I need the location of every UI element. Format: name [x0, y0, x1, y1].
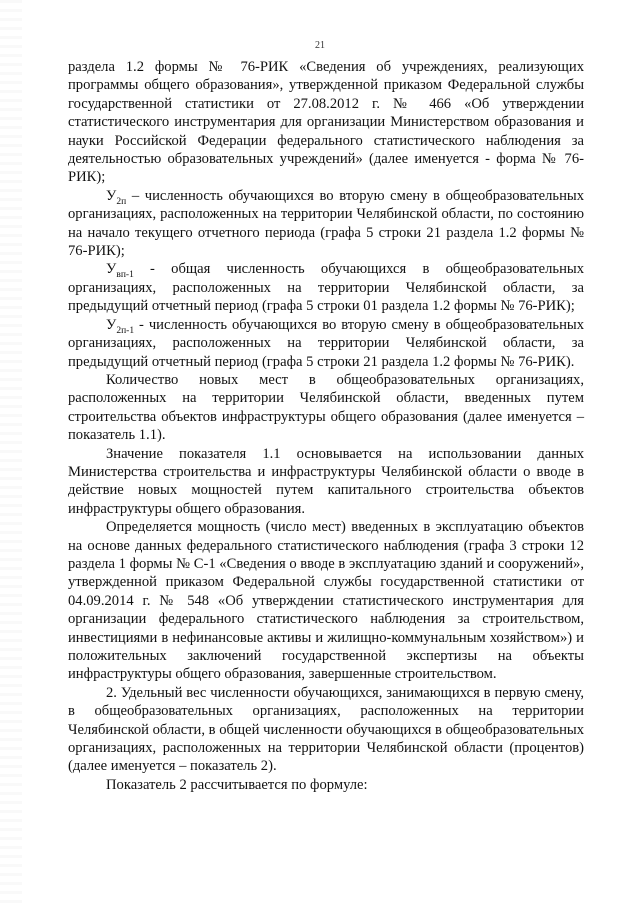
definition-text: – численность обучающихся во вторую смену в общеобразовательных организациях, расположенных на территории Челябинской области, по состоянию на начало текущего отчетного периода (графа 5 строки 21 раздела 1.2 формы № 76-РИК); — [68, 187, 584, 260]
page-number: 21 — [315, 40, 325, 51]
variable-symbol: У — [106, 187, 117, 204]
definition-text: - численность обучающихся во вторую смену в общеобразовательных организациях, расположенных на территории Челябинской области, за предыдущий отчетный период (графа 5 строки 21 раздела 1.2 формы № 76-РИК). — [68, 316, 584, 370]
variable-subscript: вп-1 — [116, 270, 134, 281]
definition-text: - общая численность обучающихся в общеобразовательных организациях, расположенных на территории Челябинской области, за предыдущий отчетный период (графа 5 строки 01 раздела 1.2 формы № 76-РИК); — [68, 261, 584, 315]
paragraph-y2p-definition — [68, 187, 584, 261]
paragraph-indicator-1-1-basis: Значение показателя 1.1 основывается на использовании данных Министерства строительства и инфраструктуры Челябинской области о вводе в действие новых мощностей путем капитального строительства объектов инфраструктуры общего образования. — [68, 445, 584, 517]
scan-edge-artifact — [0, 0, 22, 905]
paragraph-y2p1-definition — [68, 316, 584, 371]
variable-symbol: У — [106, 261, 117, 278]
paragraph-formula-intro: Показатель 2 рассчитывается по формуле: — [106, 776, 368, 793]
paragraph-capacity-determination: Определяется мощность (число мест) введенных в эксплуатацию объектов на основе данных федерального статистического наблюдения (графа 3 строки 12 раздела 1 формы № С-1 «Сведения о вводе в эксплуатацию зданий и сооружений», утвержденной приказом Федеральной службы государственной статистики от 04.09.2014 г. № 548 «Об утверждении статистического инструментария для организации федерального статистического наблюдения за строительством, инвестициями в нефинансовые активы и жилищно-коммунальным хозяйством») и положительных заключений государственной экспертизы на объекты инфраструктуры общего образования, завершенные строительством. — [68, 519, 584, 683]
paragraph-yvp1-definition — [68, 260, 584, 315]
variable-subscript: 2п — [116, 196, 127, 207]
document-body — [68, 58, 584, 794]
variable-symbol: У — [106, 316, 117, 333]
paragraph-indicator-1-1: Количество новых мест в общеобразовательных организациях, расположенных на территории Челябинской области, введенных путем строительства объектов инфраструктуры общего образования (далее именуется – показатель 1.1). — [68, 371, 584, 444]
paragraph-indicator-2: 2. Удельный вес численности обучающихся, занимающихся в первую смену, в общеобразовательных организациях, расположенных на территории Челябинской области, в общей численности обучающихся в общеобразовательных организациях, расположенных на территории Челябинской области (процентов) (далее именуется – показатель 2). — [68, 684, 584, 775]
paragraph-form-76-rik: раздела 1.2 формы № 76-РИК «Сведения об учреждениях, реализующих программы общего образования», утвержденной приказом Федеральной службы государственной статистики от 27.08.2012 г. № 466 «Об утверждении статистического инструментария для организации Министерством образования и науки Российской Федерации федерального статистического наблюдения за деятельностью образовательных учреждений» (далее именуется - форма № 76-РИК); — [68, 59, 584, 186]
variable-subscript: 2п-1 — [116, 325, 135, 336]
